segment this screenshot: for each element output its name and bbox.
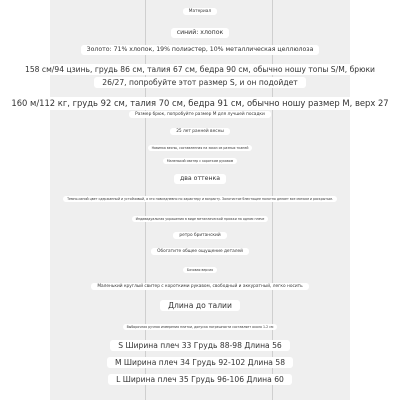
color-row <box>50 28 350 38</box>
feature-2: Маленький свитер с коротким рукавом <box>163 158 237 164</box>
summary-text: Маленький круглый свитер с короткими рукавом, свободный и аккуратный, легко носить <box>91 283 308 290</box>
product-detail-sheet <box>11 0 389 400</box>
feature1-row <box>50 145 350 151</box>
material-row <box>50 8 350 15</box>
model1-row-1 <box>25 64 375 75</box>
retro-label: ретро британский <box>173 232 226 239</box>
size-row-m <box>50 357 350 368</box>
retro-row <box>50 232 350 239</box>
model1-measurements: 158 см/94 цзинь, грудь 86 см, талия 67 см, бедра 90 см, обычно ношу топы S/M, брюки <box>17 64 383 75</box>
feature3-row <box>50 196 350 202</box>
two-tones-label: два оттенка <box>174 174 226 184</box>
size-row-s <box>50 340 350 351</box>
size-s-label: S Ширина плеч 33 Грудь 88-98 Длина 56 <box>110 340 290 351</box>
length-row <box>50 300 350 311</box>
model1-advice: 26/27, попробуйте этот размер S, и он подойдет <box>94 77 305 88</box>
model2-measurements: 160 м/112 кг, грудь 92 см, талия 70 см, бедра 91 см, обычно ношу размер M, верх 27 <box>8 97 391 110</box>
gold-composition: Золото: 71% хлопок, 19% полиэстер, 10% металлическая целлюлоза <box>81 45 320 55</box>
model2-advice: Размер брюк, попробуйте размер M для лучшей посадки <box>129 111 271 118</box>
model2-row <box>11 97 389 110</box>
feature4-row <box>50 216 350 222</box>
length-label: Длина до талии <box>160 300 240 311</box>
model1-row-2 <box>50 77 350 88</box>
measure-note: Выборочная ручная измерения плитки, допуска погрешности составляет около 1-2 см <box>123 324 278 330</box>
two-tones-row <box>50 174 350 184</box>
size-l-label: L Ширина плеч 35 Грудь 96-106 Длина 60 <box>108 374 292 385</box>
model2-note-row <box>50 111 350 118</box>
feature-3: Темно-синий цвет сдержанный и устойчивый, а это повседневно по характеру и возрасту. Золотистое блестящее полотно делает все мягким и раскрытым. <box>63 196 337 202</box>
feature-5: Обогатите общее ощущение деталей <box>151 248 249 255</box>
summary-row <box>50 283 350 290</box>
basic-row <box>50 267 350 273</box>
basic-label: Базовая версия <box>183 267 217 273</box>
feature5-row <box>50 248 350 255</box>
feature-1: Новинка весны, составленная на заказ из разных тканей <box>148 145 253 151</box>
size-m-label: M Ширина плеч 34 Грудь 92-102 Длина 58 <box>107 357 293 368</box>
season-row <box>50 128 350 135</box>
measure-note-row <box>50 324 350 330</box>
feature-4: Индивидуальная украшения в виде металлической пряжки на одном плече <box>132 216 269 222</box>
size-row-l <box>50 374 350 385</box>
gold-composition-row <box>50 45 350 55</box>
feature2-row <box>50 158 350 164</box>
material-header: Материал <box>183 8 217 15</box>
season-label: 25 лет ранней весны <box>170 128 230 135</box>
color-label: синий: хлопок <box>171 28 230 38</box>
